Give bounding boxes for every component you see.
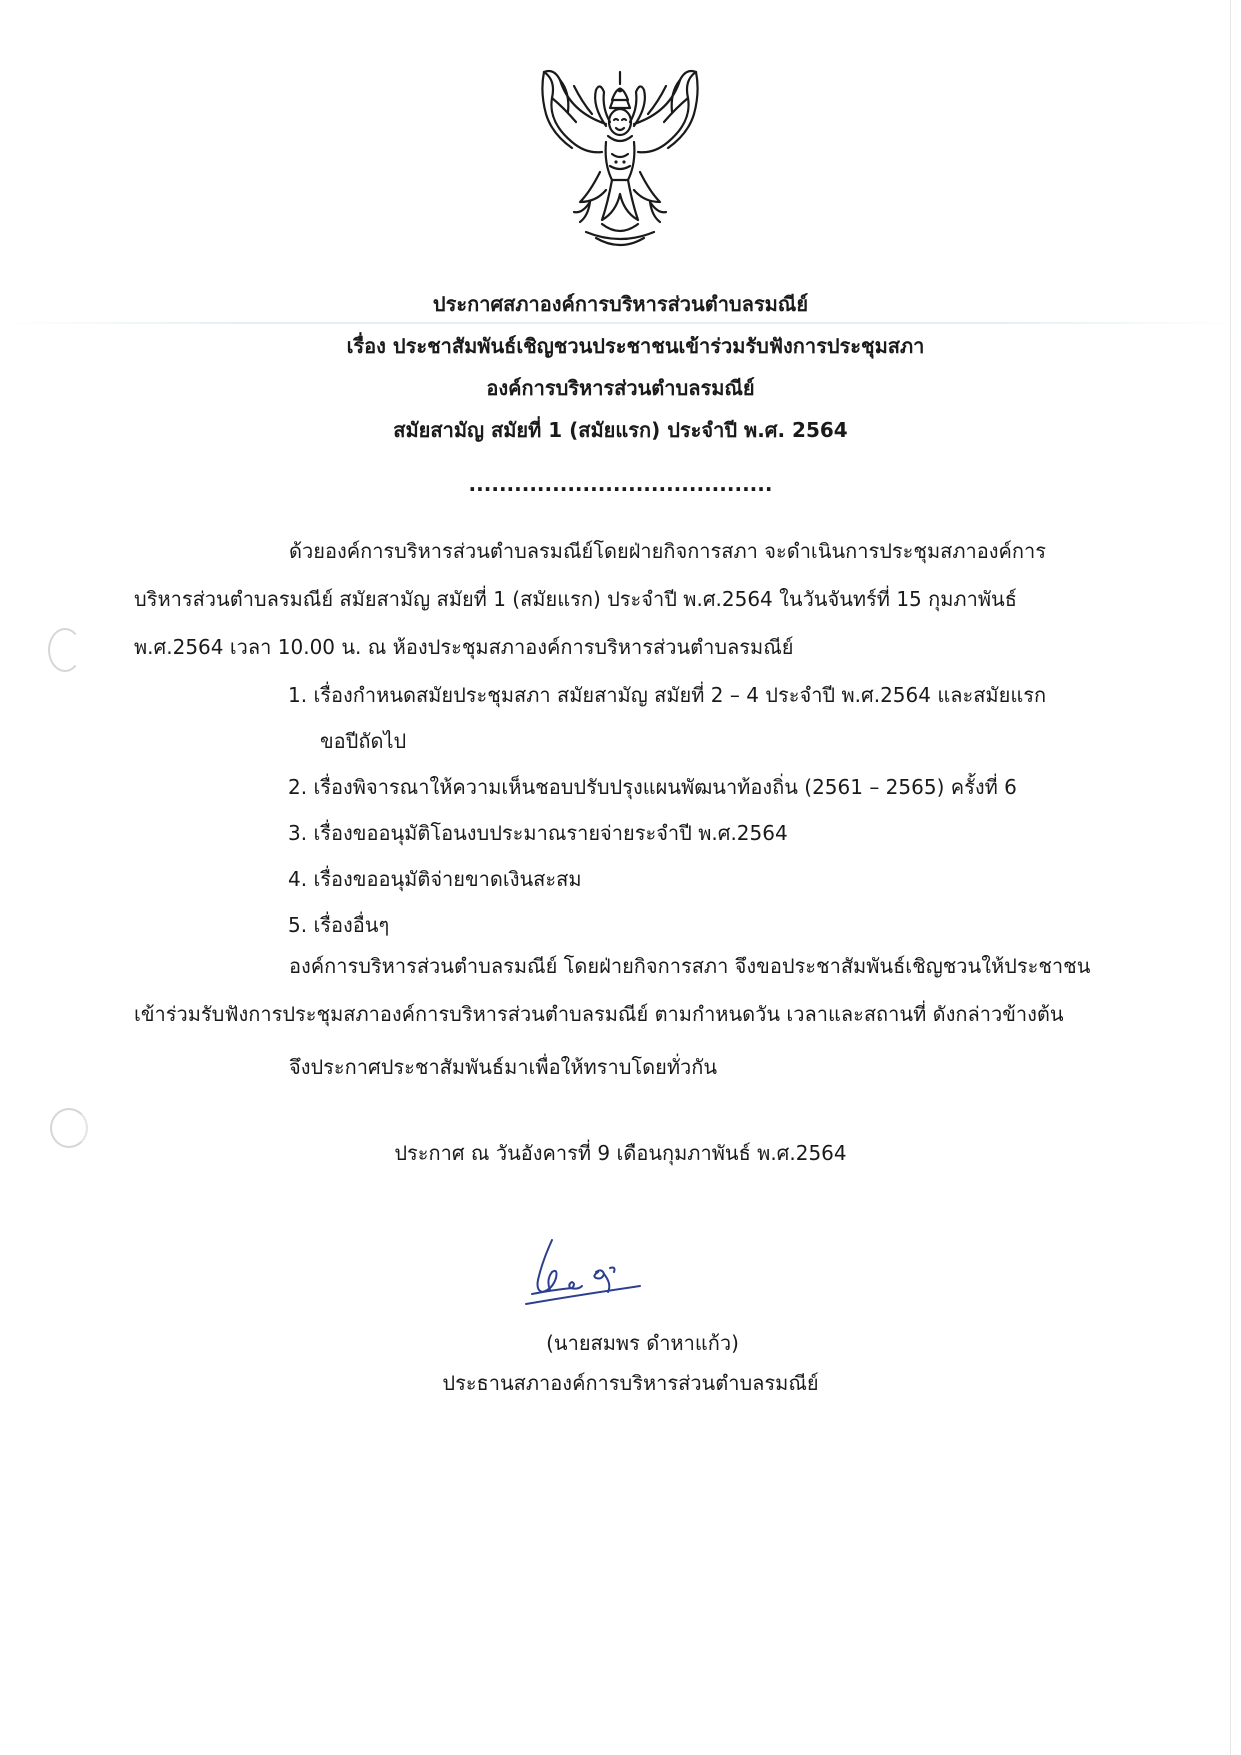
closing-paragraph [134,942,1094,1038]
announcement-header [0,283,1241,451]
header-subject: เรื่อง ประชาสัมพันธ์เชิญชวนประชาชนเข้าร่วมรับฟังการประชุมสภา [346,334,925,358]
agenda-item-1: 1. เรื่องกำหนดสมัยประชุมสภา สมัยสามัญ สมัยที่ 2 – 4 ประจำปี พ.ศ.2564 และสมัยแรก [288,683,1047,707]
agenda-item-1-cont: ขอปีถัดไป [320,729,407,753]
intro-line-2: บริหารส่วนตำบลรมณีย์ สมัยสามัญ สมัยที่ 1 (สมัยแรก) ประจำปี พ.ศ.2564 ในวันจันทร์ที่ 15 กุมภาพันธ์ [134,587,1017,611]
header-org: ประกาศสภาองค์การบริหารส่วนตำบลรมณีย์ [432,292,809,316]
header-org-cont: องค์การบริหารส่วนตำบลรมณีย์ [486,376,755,400]
closing-line-1: องค์การบริหารส่วนตำบลรมณีย์ โดยฝ่ายกิจการสภา จึงขอประชาสัมพันธ์เชิญชวนให้ประชาชน [289,954,1091,978]
closing-line-3: จึงประกาศประชาสัมพันธ์มาเพื่อให้ทราบโดยทั่วกัน [289,1055,718,1079]
page-edge [1230,0,1231,1755]
agenda-list [288,672,1088,948]
intro-line-3: พ.ศ.2564 เวลา 10.00 น. ณ ห้องประชุมสภาองค์การบริหารส่วนตำบลรมณีย์ [134,635,794,659]
header-session: สมัยสามัญ สมัยที่ 1 (สมัยแรก) ประจำปี พ.ศ. 2564 [393,418,848,442]
punch-hole-top [48,628,82,672]
agenda-item-3: 3. เรื่องขออนุมัติโอนงบประมาณรายจ่ายระจำปี พ.ศ.2564 [288,821,788,845]
intro-line-1: ด้วยองค์การบริหารส่วนตำบลรมณีย์โดยฝ่ายกิจการสภา จะดำเนินการประชุมสภาองค์การ [289,539,1046,563]
closing-line-2: เข้าร่วมรับฟังการประชุมสภาองค์การบริหารส่วนตำบลรมณีย์ ตามกำหนดวัน เวลาและสถานที่ ดังกล่าวข้างต้น [134,1002,1064,1026]
intro-paragraph [134,527,1094,671]
agenda-item-5: 5. เรื่องอื่นๆ [288,913,390,937]
signature-icon [512,1232,662,1312]
agenda-item-4: 4. เรื่องขออนุมัติจ่ายขาดเงินสะสม [288,867,582,891]
announcement-date: ประกาศ ณ วันอังคารที่ 9 เดือนกุมภาพันธ์ พ.ศ.2564 [394,1141,847,1165]
garuda-emblem-icon [530,62,710,252]
agenda-item-2: 2. เรื่องพิจารณาให้ความเห็นชอบปรับปรุงแผนพัฒนาท้องถิ่น (2561 – 2565) ครั้งที่ 6 [288,775,1017,799]
signer-name: (นายสมพร ดำหาแก้ว) [546,1331,739,1355]
signer-title: ประธานสภาองค์การบริหารส่วนตำบลรมณีย์ [442,1371,819,1395]
header-separator: ........................................ [468,472,773,496]
